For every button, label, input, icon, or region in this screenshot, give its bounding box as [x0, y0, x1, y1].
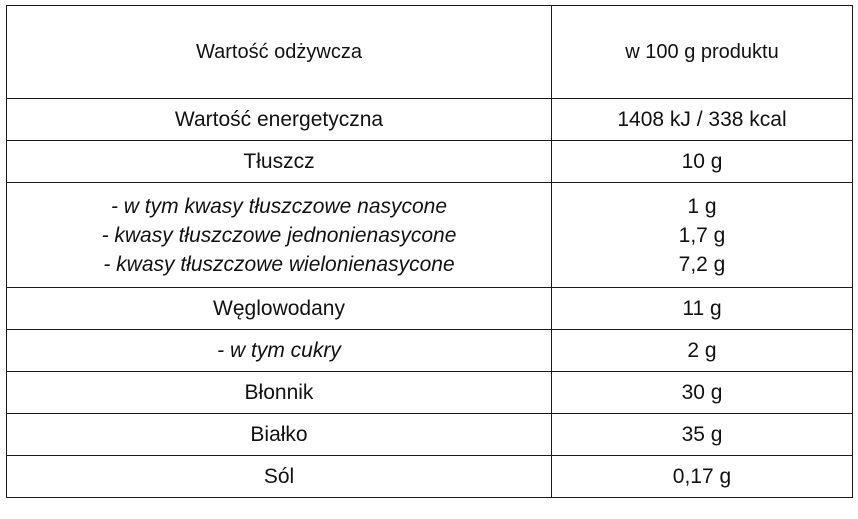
nutrition-table: [6, 5, 853, 498]
table-row-protein: [7, 414, 853, 456]
nutrient-name: Węglowodany: [7, 288, 552, 330]
nutrient-value: 0,17 g: [552, 456, 853, 498]
nutrient-value: 2 g: [552, 330, 853, 372]
fat-breakdown-names: [7, 183, 552, 288]
header-per-100g-cell: w 100 g produktu: [552, 6, 853, 99]
table-row-salt: [7, 456, 853, 498]
nutrient-value: 35 g: [552, 414, 853, 456]
nutrient-value: 30 g: [552, 372, 853, 414]
table-row-energy: [7, 99, 853, 141]
nutrient-value: 1408 kJ / 338 kcal: [552, 99, 853, 141]
fat-breakdown-value-saturated: 1 g: [687, 194, 717, 218]
header-nutrient-cell: Wartość odżywcza: [7, 6, 552, 99]
fat-breakdown-name-monounsaturated: - kwasy tłuszczowe jednonienasycone: [101, 223, 457, 247]
nutrient-name: Wartość energetyczna: [7, 99, 552, 141]
table-row-fibre: [7, 372, 853, 414]
nutrient-name: Białko: [7, 414, 552, 456]
fat-breakdown-values: [552, 183, 853, 288]
nutrient-value: 11 g: [552, 288, 853, 330]
fat-breakdown-value-polyunsaturated: 7,2 g: [678, 252, 726, 276]
fat-breakdown-name-polyunsaturated: - kwasy tłuszczowe wielonienasycone: [103, 252, 455, 276]
fat-breakdown-name-saturated: - w tym kwasy tłuszczowe nasycone: [110, 194, 448, 218]
table-row-carbohydrates: [7, 288, 853, 330]
table-row-sugars: [7, 330, 853, 372]
table-row-fat: [7, 141, 853, 183]
nutrient-name: Tłuszcz: [7, 141, 552, 183]
table-row-fat-breakdown: [7, 183, 853, 288]
fat-breakdown-value-monounsaturated: 1,7 g: [678, 223, 726, 247]
nutrient-name: Błonnik: [7, 372, 552, 414]
nutrient-name: - w tym cukry: [7, 330, 552, 372]
nutrient-name: Sól: [7, 456, 552, 498]
nutrient-value: 10 g: [552, 141, 853, 183]
table-header-row: [7, 6, 853, 99]
